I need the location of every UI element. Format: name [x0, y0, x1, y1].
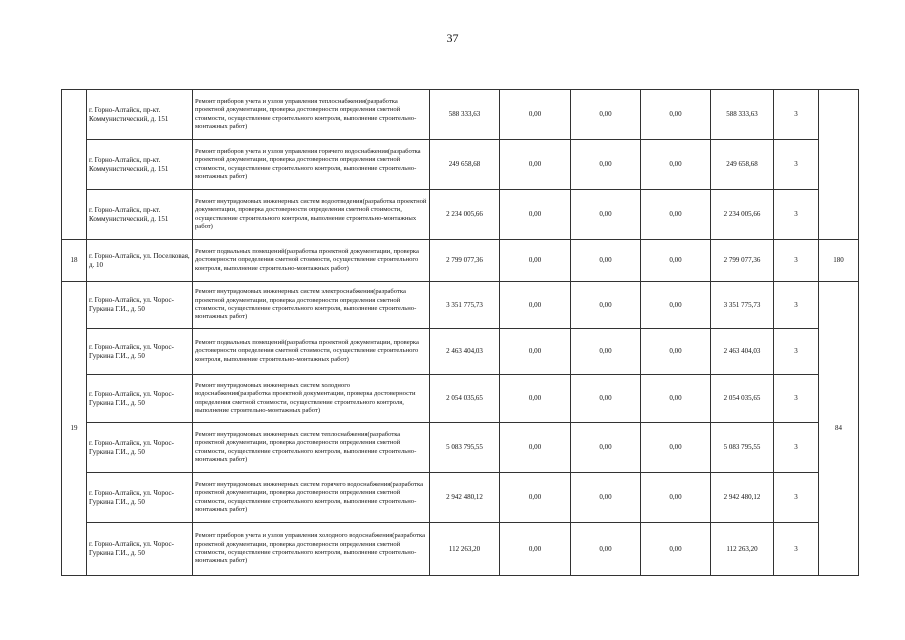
term-cell: 3 — [774, 90, 819, 140]
total-cost-cell: 3 351 775,73 — [430, 282, 500, 329]
table-row — [62, 473, 859, 523]
work-description-cell: Ремонт приборов учета и узлов управления холодного водоснабжения(разработка проектной документации, проверка достоверности определения сметной стоимости, осуществление строительного контроля, выполнение строительно-монтажных работ) — [193, 523, 430, 576]
cost-cell: 0,00 — [571, 282, 641, 329]
address-cell: г. Горно-Алтайск, пр-кт. Коммунистический, д. 151 — [87, 140, 193, 190]
work-description-cell: Ремонт приборов учета и узлов управления горячего водоснабжения(разработка проектной документации, проверка достоверности определения сметной стоимости, осуществление строительного контроля, выполнение строительно-монтажных работ) — [193, 140, 430, 190]
cost-cell: 0,00 — [641, 282, 711, 329]
work-description-cell: Ремонт внутридомовых инженерных систем холодного водоснабжения(разработка проектной документации, проверка достоверности определения сметной стоимости, осуществление строительного контроля, выполнение строительно-монтажных работ) — [193, 375, 430, 423]
row-number-cell: 18 — [62, 240, 87, 282]
cost-cell: 0,00 — [571, 190, 641, 240]
row-number-cell: 19 — [62, 282, 87, 576]
address-cell: г. Горно-Алтайск, ул. Чорос-Гуркина Г.И., д. 50 — [87, 423, 193, 473]
term-cell: 3 — [774, 523, 819, 576]
last-column-cell — [819, 90, 859, 240]
cost-cell: 0,00 — [500, 423, 571, 473]
work-description-cell: Ремонт внутридомовых инженерных систем электроснабжения(разработка проектной документации, проверка достоверности определения сметной стоимости, осуществление строительного контроля, выполнение строительно-монтажных работ) — [193, 282, 430, 329]
page-number: 37 — [446, 31, 459, 45]
cost-cell: 0,00 — [641, 140, 711, 190]
table-row — [62, 282, 859, 329]
last-column-cell: 84 — [819, 282, 859, 576]
table-row — [62, 523, 859, 576]
address-cell: г. Горно-Алтайск, пр-кт. Коммунистический, д. 151 — [87, 190, 193, 240]
cost-cell: 0,00 — [571, 375, 641, 423]
cost-cell: 0,00 — [641, 329, 711, 375]
total-cost-cell: 2 054 035,65 — [430, 375, 500, 423]
cost-cell: 0,00 — [571, 90, 641, 140]
cost-cell: 0,00 — [571, 473, 641, 523]
table-row — [62, 375, 859, 423]
total-cost-cell: 2 942 480,12 — [430, 473, 500, 523]
cost-cell: 0,00 — [500, 240, 571, 282]
cost-cell: 0,00 — [641, 523, 711, 576]
row-number-cell — [62, 90, 87, 240]
cost-cell: 588 333,63 — [711, 90, 774, 140]
work-description-cell: Ремонт внутридомовых инженерных систем теплоснабжения(разработка проектной документации, проверка достоверности определения сметной стоимости, осуществление строительного контроля, выполнение строительно-монтажных работ) — [193, 423, 430, 473]
cost-cell: 0,00 — [641, 473, 711, 523]
table-row — [62, 190, 859, 240]
cost-cell: 249 658,68 — [711, 140, 774, 190]
term-cell: 3 — [774, 190, 819, 240]
table-row — [62, 329, 859, 375]
table-row — [62, 423, 859, 473]
cost-cell: 0,00 — [500, 90, 571, 140]
work-description-cell: Ремонт внутридомовых инженерных систем горячего водоснабжения(разработка проектной документации, проверка достоверности определения сметной стоимости, осуществление строительного контроля, выполнение строительно-монтажных работ) — [193, 473, 430, 523]
cost-cell: 0,00 — [571, 240, 641, 282]
total-cost-cell: 588 333,63 — [430, 90, 500, 140]
cost-cell: 5 083 795,55 — [711, 423, 774, 473]
table-row — [62, 140, 859, 190]
address-cell: г. Горно-Алтайск, ул. Поселковая, д. 10 — [87, 240, 193, 282]
cost-cell: 3 351 775,73 — [711, 282, 774, 329]
term-cell: 3 — [774, 282, 819, 329]
term-cell: 3 — [774, 423, 819, 473]
total-cost-cell: 2 234 005,66 — [430, 190, 500, 240]
cost-cell: 0,00 — [641, 375, 711, 423]
address-cell: г. Горно-Алтайск, ул. Чорос-Гуркина Г.И., д. 50 — [87, 282, 193, 329]
term-cell: 3 — [774, 473, 819, 523]
cost-cell: 0,00 — [641, 423, 711, 473]
total-cost-cell: 5 083 795,55 — [430, 423, 500, 473]
work-description-cell: Ремонт подвальных помещений(разработка проектной документации, проверка достоверности определения сметной стоимости, осуществление строительного контроля, выполнение строительно-монтажных работ) — [193, 329, 430, 375]
cost-cell: 2 463 404,03 — [711, 329, 774, 375]
repair-plan-table — [61, 89, 859, 576]
cost-cell: 0,00 — [500, 190, 571, 240]
address-cell: г. Горно-Алтайск, ул. Чорос-Гуркина Г.И., д. 50 — [87, 375, 193, 423]
cost-cell: 0,00 — [500, 523, 571, 576]
total-cost-cell: 2 463 404,03 — [430, 329, 500, 375]
cost-cell: 0,00 — [500, 473, 571, 523]
cost-cell: 0,00 — [641, 190, 711, 240]
term-cell: 3 — [774, 375, 819, 423]
cost-cell: 0,00 — [641, 90, 711, 140]
address-cell: г. Горно-Алтайск, ул. Чорос-Гуркина Г.И., д. 50 — [87, 523, 193, 576]
cost-cell: 2 234 005,66 — [711, 190, 774, 240]
table-row — [62, 90, 859, 140]
address-cell: г. Горно-Алтайск, пр-кт. Коммунистический, д. 151 — [87, 90, 193, 140]
cost-cell: 0,00 — [571, 140, 641, 190]
work-description-cell: Ремонт приборов учета и узлов управления теплоснабжения(разработка проектной документации, проверка достоверности определения сметной стоимости, осуществление строительного контроля, выполнение строительно-монтажных работ) — [193, 90, 430, 140]
cost-cell: 2 054 035,65 — [711, 375, 774, 423]
total-cost-cell: 249 658,68 — [430, 140, 500, 190]
term-cell: 3 — [774, 240, 819, 282]
cost-cell: 0,00 — [500, 282, 571, 329]
total-cost-cell: 112 263,20 — [430, 523, 500, 576]
cost-cell: 0,00 — [571, 423, 641, 473]
cost-cell: 0,00 — [500, 375, 571, 423]
total-cost-cell: 2 799 077,36 — [430, 240, 500, 282]
cost-cell: 0,00 — [571, 523, 641, 576]
cost-cell: 0,00 — [500, 140, 571, 190]
cost-cell: 2 942 480,12 — [711, 473, 774, 523]
work-description-cell: Ремонт внутридомовых инженерных систем водоотведения(разработка проектной документации, проверка достоверности определения сметной стоимости, осуществление строительного контроля, выполнение строительно-монтажных работ) — [193, 190, 430, 240]
cost-cell: 112 263,20 — [711, 523, 774, 576]
table-row — [62, 240, 859, 282]
last-column-cell: 180 — [819, 240, 859, 282]
work-description-cell: Ремонт подвальных помещений(разработка проектной документации, проверка достоверности определения сметной стоимости, осуществление строительного контроля, выполнение строительно-монтажных работ) — [193, 240, 430, 282]
term-cell: 3 — [774, 329, 819, 375]
cost-cell: 0,00 — [571, 329, 641, 375]
address-cell: г. Горно-Алтайск, ул. Чорос-Гуркина Г.И., д. 50 — [87, 329, 193, 375]
address-cell: г. Горно-Алтайск, ул. Чорос-Гуркина Г.И., д. 50 — [87, 473, 193, 523]
cost-cell: 0,00 — [641, 240, 711, 282]
cost-cell: 2 799 077,36 — [711, 240, 774, 282]
cost-cell: 0,00 — [500, 329, 571, 375]
term-cell: 3 — [774, 140, 819, 190]
